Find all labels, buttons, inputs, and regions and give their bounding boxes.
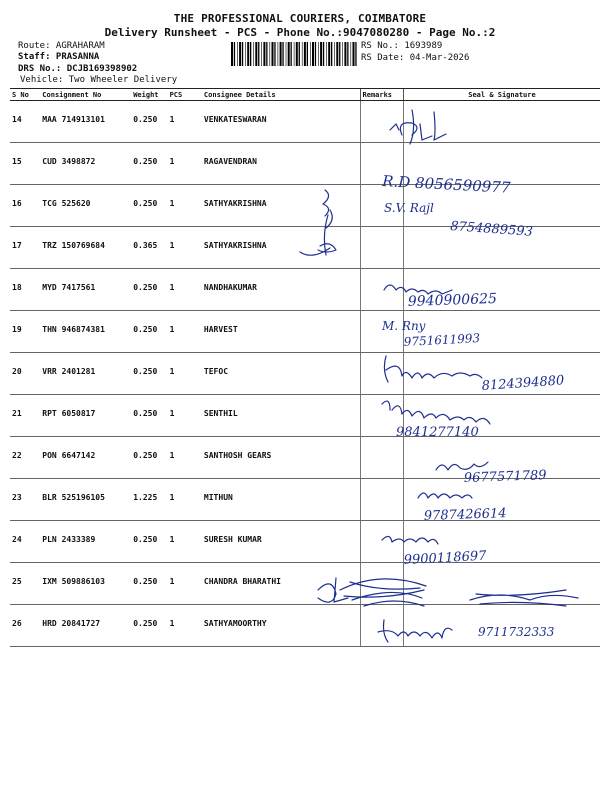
row-weight: 0.250 (131, 101, 167, 143)
company-title: THE PROFESSIONAL COURIERS, COIMBATORE (173, 12, 427, 25)
row-pcs: 1 (168, 101, 202, 143)
row-consignment-no: VRR 2401281 (40, 353, 131, 395)
row-sno: 15 (10, 143, 40, 185)
rs-date: RS Date: 04-Mar-2026 (361, 53, 470, 63)
table-row (10, 437, 600, 479)
row-consignee: TEFOC (202, 353, 360, 395)
table-header-row (10, 89, 600, 101)
row-weight: 0.250 (131, 185, 167, 227)
row-pcs: 1 (168, 437, 202, 479)
row-pcs: 1 (168, 311, 202, 353)
table-row (10, 227, 600, 269)
table-row (10, 353, 600, 395)
row-signature (403, 521, 600, 563)
row-weight: 0.250 (131, 143, 167, 185)
signature-text-row-20: 8124394880 (481, 373, 565, 394)
row-consignment-no: TRZ 150769684 (40, 227, 131, 269)
row-remarks (360, 437, 403, 479)
row-pcs: 1 (168, 143, 202, 185)
row-consignee: SENTHIL (202, 395, 360, 437)
row-signature (403, 437, 600, 479)
row-weight: 0.365 (131, 227, 167, 269)
signature-text-row-15: R.D 8056590977 (381, 172, 511, 197)
row-sno: 25 (10, 563, 40, 605)
row-pcs: 1 (168, 479, 202, 521)
row-consignee: CHANDRA BHARATHI (202, 563, 360, 605)
row-pcs: 1 (168, 563, 202, 605)
row-remarks (360, 143, 403, 185)
row-remarks (360, 353, 403, 395)
row-signature (403, 101, 600, 143)
row-consignee: NANDHAKUMAR (202, 269, 360, 311)
col-weight-header: Weight (131, 89, 167, 101)
row-pcs: 1 (168, 521, 202, 563)
table-row (10, 521, 600, 563)
rs-number: RS No.: 1693989 (361, 41, 443, 51)
row-pcs: 1 (168, 269, 202, 311)
row-pcs: 1 (168, 395, 202, 437)
row-weight: 0.250 (131, 395, 167, 437)
col-consignment-header: Consignment No (40, 89, 131, 101)
row-weight: 0.250 (131, 269, 167, 311)
row-consignment-no: RPT 6050817 (40, 395, 131, 437)
signature-text-row-19-phone: 9751611993 (403, 331, 481, 349)
table-row (10, 395, 600, 437)
row-signature (403, 311, 600, 353)
row-signature (403, 143, 600, 185)
signature-text-row-16-name: S.V. Rajl (384, 201, 434, 215)
row-signature (403, 269, 600, 311)
row-sno: 23 (10, 479, 40, 521)
row-consignee: SANTHOSH GEARS (202, 437, 360, 479)
table-row (10, 269, 600, 311)
row-consignment-no: HRD 20841727 (40, 605, 131, 647)
table-row (10, 563, 600, 605)
row-signature (403, 185, 600, 227)
row-remarks (360, 605, 403, 647)
table-row (10, 479, 600, 521)
row-consignment-no: PON 6647142 (40, 437, 131, 479)
row-consignee: SATHYAMOORTHY (202, 605, 360, 647)
row-consignment-no: PLN 2433389 (40, 521, 131, 563)
table-row (10, 185, 600, 227)
row-remarks (360, 521, 403, 563)
col-remarks-header: Remarks (360, 89, 403, 101)
row-consignment-no: IXM 509886103 (40, 563, 131, 605)
signature-text-row-21: 9841277140 (396, 425, 479, 440)
row-sno: 18 (10, 269, 40, 311)
row-sno: 26 (10, 605, 40, 647)
staff-label: Staff: PRASANNA (18, 52, 100, 62)
row-consignment-no: TCG 525620 (40, 185, 131, 227)
row-sno: 16 (10, 185, 40, 227)
row-sno: 17 (10, 227, 40, 269)
row-signature (403, 605, 600, 647)
route-label: Route: AGRAHARAM (18, 41, 105, 51)
row-weight: 0.250 (131, 353, 167, 395)
row-consignment-no: MAA 714913101 (40, 101, 131, 143)
row-signature (403, 479, 600, 521)
row-consignee: HARVEST (202, 311, 360, 353)
signature-text-row-19-name: M. Rny (382, 319, 426, 333)
signature-text-row-23: 9787426614 (423, 506, 507, 524)
runsheet-subtitle: Delivery Runsheet - PCS - Phone No.:9047080280 - Page No.:2 (104, 26, 496, 39)
row-signature (403, 563, 600, 605)
table-row (10, 101, 600, 143)
row-pcs: 1 (168, 185, 202, 227)
row-weight: 0.250 (131, 437, 167, 479)
row-weight: 1.225 (131, 479, 167, 521)
row-remarks (360, 563, 403, 605)
barcode-image (231, 42, 357, 66)
row-remarks (360, 479, 403, 521)
row-consignee: RAGAVENDRAN (202, 143, 360, 185)
row-consignee: SURESH KUMAR (202, 521, 360, 563)
table-row (10, 311, 600, 353)
col-pcs-header: PCS (168, 89, 202, 101)
row-consignee: VENKATESWARAN (202, 101, 360, 143)
row-consignment-no: MYD 7417561 (40, 269, 131, 311)
row-sno: 21 (10, 395, 40, 437)
row-weight: 0.250 (131, 311, 167, 353)
row-remarks (360, 185, 403, 227)
row-signature (403, 227, 600, 269)
row-remarks (360, 269, 403, 311)
signature-text-row-18: 9940900625 (407, 290, 498, 310)
row-pcs: 1 (168, 353, 202, 395)
col-consignee-header: Consignee Details (202, 89, 360, 101)
runsheet-table (10, 88, 600, 647)
table-row (10, 605, 600, 647)
row-remarks (360, 311, 403, 353)
row-weight: 0.250 (131, 563, 167, 605)
row-sno: 24 (10, 521, 40, 563)
row-remarks (360, 101, 403, 143)
signature-text-row-16-phone: 8754889593 (449, 219, 534, 240)
row-signature (403, 353, 600, 395)
col-signature-header: Seal & Signature (403, 89, 600, 101)
signature-text-row-26: 9711732333 (478, 625, 555, 639)
col-sno-header: S No (10, 89, 40, 101)
row-consignment-no: THN 946874381 (40, 311, 131, 353)
row-sno: 22 (10, 437, 40, 479)
row-consignment-no: BLR 525196105 (40, 479, 131, 521)
row-pcs: 1 (168, 605, 202, 647)
table-row (10, 143, 600, 185)
row-consignee: SATHYAKRISHNA (202, 185, 360, 227)
row-consignee: SATHYAKRISHNA (202, 227, 360, 269)
drs-number: DRS No.: DCJB169398902 (18, 64, 138, 74)
signature-text-row-22: 9677571789 (463, 468, 547, 486)
row-pcs: 1 (168, 227, 202, 269)
row-signature (403, 395, 600, 437)
row-remarks (360, 395, 403, 437)
row-sno: 14 (10, 101, 40, 143)
signature-text-row-24: 9900118697 (403, 548, 487, 568)
row-consignee: MITHUN (202, 479, 360, 521)
row-sno: 20 (10, 353, 40, 395)
row-weight: 0.250 (131, 605, 167, 647)
row-consignment-no: CUD 3498872 (40, 143, 131, 185)
row-weight: 0.250 (131, 521, 167, 563)
row-remarks (360, 227, 403, 269)
vehicle-label: Vehicle: Two Wheeler Delivery (20, 75, 178, 85)
row-sno: 19 (10, 311, 40, 353)
